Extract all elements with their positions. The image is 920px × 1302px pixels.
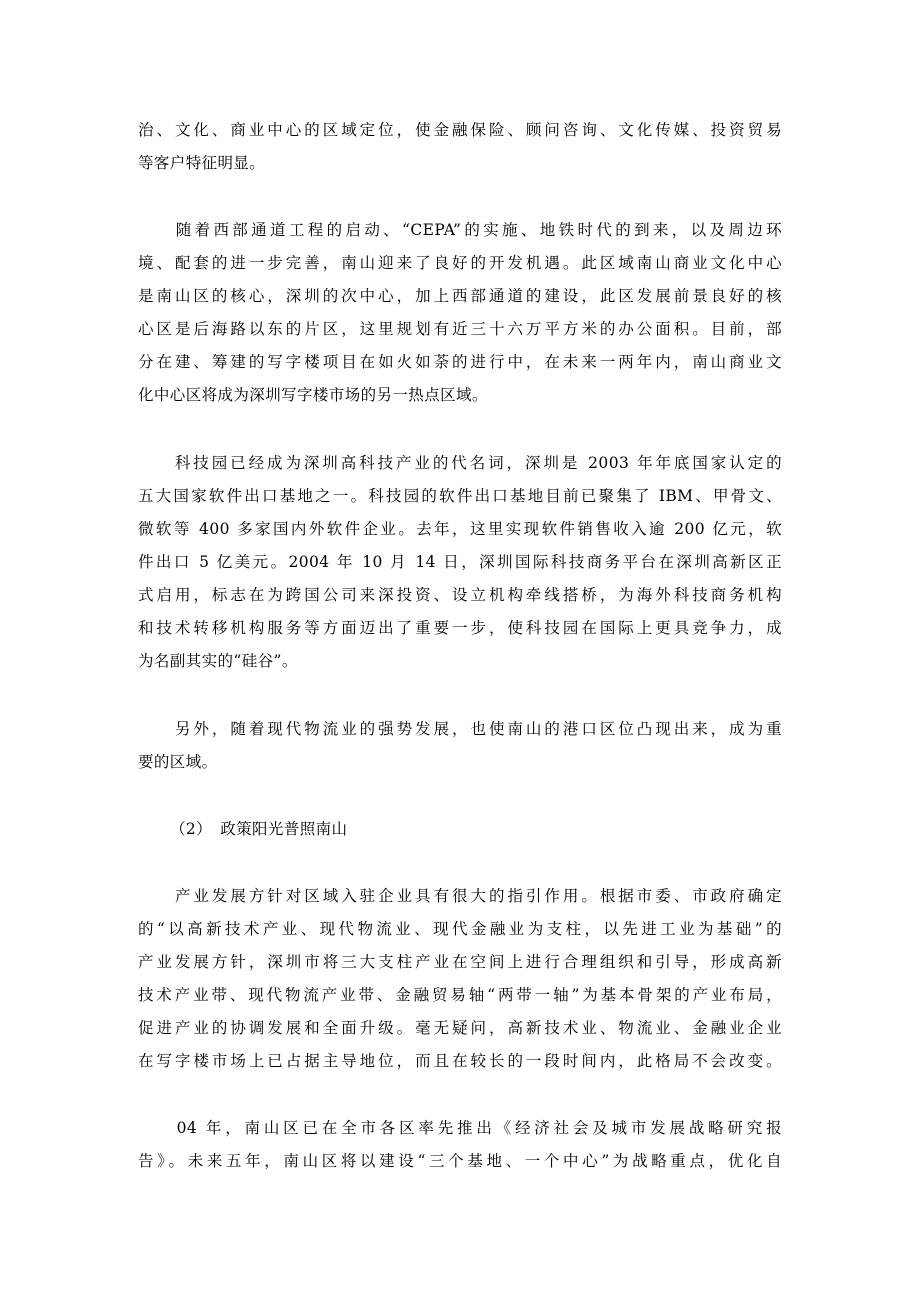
paragraph-line: 促进产业的协调发展和全面升级。毫无疑问，高新技术业、物流业、金融业企业	[138, 1019, 782, 1037]
paragraph-line: 微软等 400 多家国内外软件企业。去年，这里实现软件销售收入逾 200 亿元，软	[138, 520, 782, 538]
paragraph-line: 随着西部通道工程的启动、“CEPA”的实施、地铁时代的到来，以及周边环	[138, 221, 782, 239]
paragraph-line: 是南山区的核心，深圳的次中心，加上西部通道的建设，此区发展前景良好的核	[138, 287, 782, 305]
paragraph-line: 告》。未来五年，南山区将以建设“三个基地、一个中心”为战略重点，优化自	[138, 1152, 782, 1170]
paragraph-line: 境、配套的进一步完善，南山迎来了良好的开发机遇。此区域南山商业文化中心	[138, 254, 782, 272]
paragraph-line: 件出口 5 亿美元。2004 年 10 月 14 日，深圳国际科技商务平台在深圳高新区正	[138, 553, 782, 571]
paragraph-line: 等客户特征明显。	[138, 154, 266, 172]
paragraph-line: 心区是后海路以东的片区，这里规划有近三十六万平方米的办公面积。目前，部	[138, 320, 782, 338]
paragraph-line: 化中心区将成为深圳写字楼市场的另一热点区域。	[138, 386, 488, 404]
paragraph-line: 04 年，南山区已在全市各区率先推出《经济社会及城市发展战略研究报	[138, 1119, 782, 1137]
paragraph-line: 式启用，标志在为跨国公司来深投资、设立机构牵线搭桥，为海外科技商务机构	[138, 586, 782, 604]
paragraph-line: 产业发展方针，深圳市将三大支柱产业在空间上进行合理组织和引导，形成高新	[138, 953, 782, 971]
paragraph-line: 五大国家软件出口基地之一。科技园的软件出口基地目前已聚集了 IBM、甲骨文、	[138, 487, 782, 505]
paragraph-line: 在写字楼市场上已占据主导地位，而且在较长的一段时间内，此格局不会改变。	[138, 1052, 782, 1070]
paragraph-line: 分在建、筹建的写字楼项目在如火如荼的进行中，在未来一两年内，南山商业文	[138, 353, 782, 371]
paragraph-line: 治、文化、商业中心的区域定位，使金融保险、顾问咨询、文化传媒、投资贸易	[138, 121, 782, 139]
paragraph-line: 科技园已经成为深圳高科技产业的代名词，深圳是 2003 年年底国家认定的	[138, 454, 782, 472]
section-heading: （2） 政策阳光普照南山	[170, 820, 348, 838]
paragraph-line: 和技术转移机构服务等方面迈出了重要一步，使科技园在国际上更具竞争力，成	[138, 619, 782, 637]
paragraph-line: 产业发展方针对区域入驻企业具有很大的指引作用。根据市委、市政府确定	[138, 887, 782, 905]
paragraph-line: 为名副其实的“硅谷”。	[138, 652, 298, 670]
paragraph-line: 要的区域。	[138, 753, 218, 771]
paragraph-line: 的“以高新技术产业、现代物流业、现代金融业为支柱，以先进工业为基础”的	[138, 920, 782, 938]
paragraph-line: 另外，随着现代物流业的强势发展，也使南山的港口区位凸现出来，成为重	[138, 720, 782, 738]
paragraph-line: 技术产业带、现代物流产业带、金融贸易轴“两带一轴”为基本骨架的产业布局，	[138, 986, 782, 1004]
